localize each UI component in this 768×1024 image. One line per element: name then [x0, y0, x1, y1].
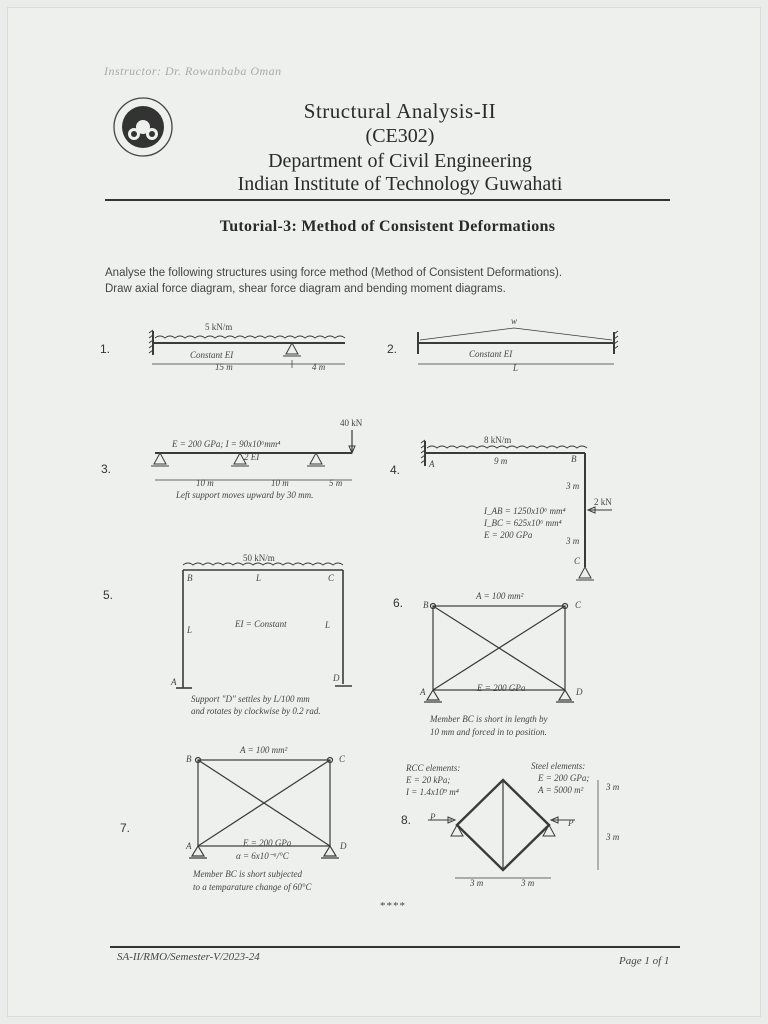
department: Department of Civil Engineering — [268, 150, 532, 172]
problem-8-height1: 3 m — [606, 782, 620, 792]
problem-5-left-height: L — [187, 625, 193, 635]
course-title: Structural Analysis-II — [303, 99, 497, 123]
problem-7-alpha: α = 6x10⁻⁶/°C — [236, 851, 289, 861]
problem-5-number: 5. — [103, 588, 114, 602]
problem-8-width2: 3 m — [521, 878, 535, 888]
problem-4-height2: 3 m — [566, 536, 580, 546]
problem-6-joint-c: C — [575, 600, 582, 610]
problem-7-area: A = 100 mm² — [240, 745, 288, 755]
problem-4-span-ab: 9 m — [494, 456, 508, 466]
problem-2-span: L — [513, 363, 519, 373]
institute: Indian Institute of Technology Guwahati — [237, 173, 563, 195]
problem-1-span1: 15 m — [215, 362, 233, 372]
problem-1-stiffness: Constant EI — [190, 350, 234, 360]
problem-8-width1: 3 m — [470, 878, 484, 888]
problem-4-joint-c: C — [574, 556, 581, 566]
problem-7-note-line2: to a temparature change of 60°C — [193, 882, 312, 892]
problem-5-joint-c: C — [328, 573, 335, 583]
problem-8-load-right: P — [568, 818, 574, 828]
problem-6-joint-b: B — [423, 600, 429, 610]
problem-7-joint-b: B — [186, 754, 192, 764]
problem-3-number: 3. — [101, 462, 112, 476]
footer-rule — [110, 946, 680, 948]
problem-2-number: 2. — [387, 342, 398, 356]
problem-7-joint-c: C — [339, 754, 346, 764]
end-marks: **** — [380, 900, 406, 912]
problem-3-span2: 10 m — [271, 478, 289, 488]
tutorial-title: Tutorial-3: Method of Consistent Deformations — [219, 218, 556, 235]
problem-6-number: 6. — [393, 596, 404, 610]
problem-8-rcc-i: I = 1.4x10⁹ m⁴ — [406, 787, 459, 797]
problem-4-modulus: E = 200 GPa — [484, 530, 533, 540]
problem-8-steel-a: A = 5000 m² — [538, 785, 584, 795]
problem-4-height1: 3 m — [566, 481, 580, 491]
problem-5-joint-d: D — [333, 673, 340, 683]
problem-8-number: 8. — [401, 813, 412, 827]
problem-8-load-left: P — [430, 812, 436, 822]
problem-5-top-length: L — [256, 573, 262, 583]
problem-4-load: 8 kN/m — [484, 435, 512, 445]
problem-6-note-line1: Member BC is short in length by — [430, 714, 548, 724]
problem-5-joint-b: B — [187, 573, 193, 583]
problem-7-note-line1: Member BC is short subjected — [193, 869, 302, 879]
problem-5-joint-a: A — [171, 677, 177, 687]
problem-1-load: 5 kN/m — [205, 322, 233, 332]
footer-left: SA-II/RMO/Semester-V/2023-24 — [117, 951, 260, 963]
problem-4-i-bc: I_BC = 625x10⁶ mm⁴ — [484, 518, 562, 528]
problem-7-joint-a: A — [186, 841, 192, 851]
problem-3-note: Left support moves upward by 30 mm. — [176, 490, 314, 500]
problem-5-stiffness: EI = Constant — [235, 619, 287, 629]
problem-4-joint-b: B — [571, 454, 577, 464]
problem-1-span2: 4 m — [312, 362, 326, 372]
instructions-line-2: Draw axial force diagram, shear force diagram and bending moment diagrams. — [105, 283, 506, 295]
problem-4-joint-a: A — [429, 459, 435, 469]
problem-8-height2: 3 m — [606, 832, 620, 842]
problem-7-number: 7. — [120, 821, 131, 835]
problem-8-rcc-title: RCC elements: — [406, 763, 461, 773]
problem-3-span3: 5 m — [329, 478, 343, 488]
problem-5-load: 50 kN/m — [243, 553, 275, 563]
problem-4-lateral-load: 2 kN — [594, 497, 612, 507]
problem-5-note-line1: Support "D" settles by L/100 mm — [191, 694, 310, 704]
problem-2-load: w — [511, 316, 518, 326]
problem-3-stiffness-mid: 2 EI — [244, 452, 260, 462]
problem-4-number: 4. — [390, 463, 401, 477]
problem-7-modulus: E = 200 GPa — [243, 838, 292, 848]
problem-7-joint-d: D — [340, 841, 347, 851]
problem-6-area: A = 100 mm² — [476, 591, 524, 601]
problem-5-note-line2: and rotates by clockwise by 0.2 rad. — [191, 706, 321, 716]
footer-right: Page 1 of 1 — [619, 955, 670, 967]
problem-2-diagram — [418, 328, 618, 364]
problem-8-rcc-e: E = 20 kPa; — [406, 775, 451, 785]
instructions-line-1: Analyse the following structures using force method (Method of Consistent Deformations). — [105, 267, 563, 279]
problem-5-right-height: L — [325, 620, 331, 630]
problem-8-steel-title: Steel elements: — [531, 761, 586, 771]
problem-3-properties: E = 200 GPa; I = 90x10⁶mm⁴ — [172, 439, 281, 449]
problem-8-steel-e: E = 200 GPa; — [538, 773, 590, 783]
problem-1-number: 1. — [100, 342, 111, 356]
problem-6-note-line2: 10 mm and forced in to position. — [430, 727, 547, 737]
problem-6-joint-d: D — [576, 687, 583, 697]
problem-6-joint-a: A — [420, 687, 426, 697]
instructor-name: Instructor: Dr. Rowanbaba Oman — [104, 64, 282, 78]
problem-4-i-ab: I_AB = 1250x10⁶ mm⁴ — [484, 506, 566, 516]
problem-6-modulus: E = 200 GPa — [477, 683, 526, 693]
course-code: (CE302) — [365, 125, 435, 147]
problem-2-stiffness: Constant EI — [469, 349, 513, 359]
problem-3-span1: 10 m — [196, 478, 214, 488]
problem-3-point-load: 40 kN — [340, 418, 363, 428]
